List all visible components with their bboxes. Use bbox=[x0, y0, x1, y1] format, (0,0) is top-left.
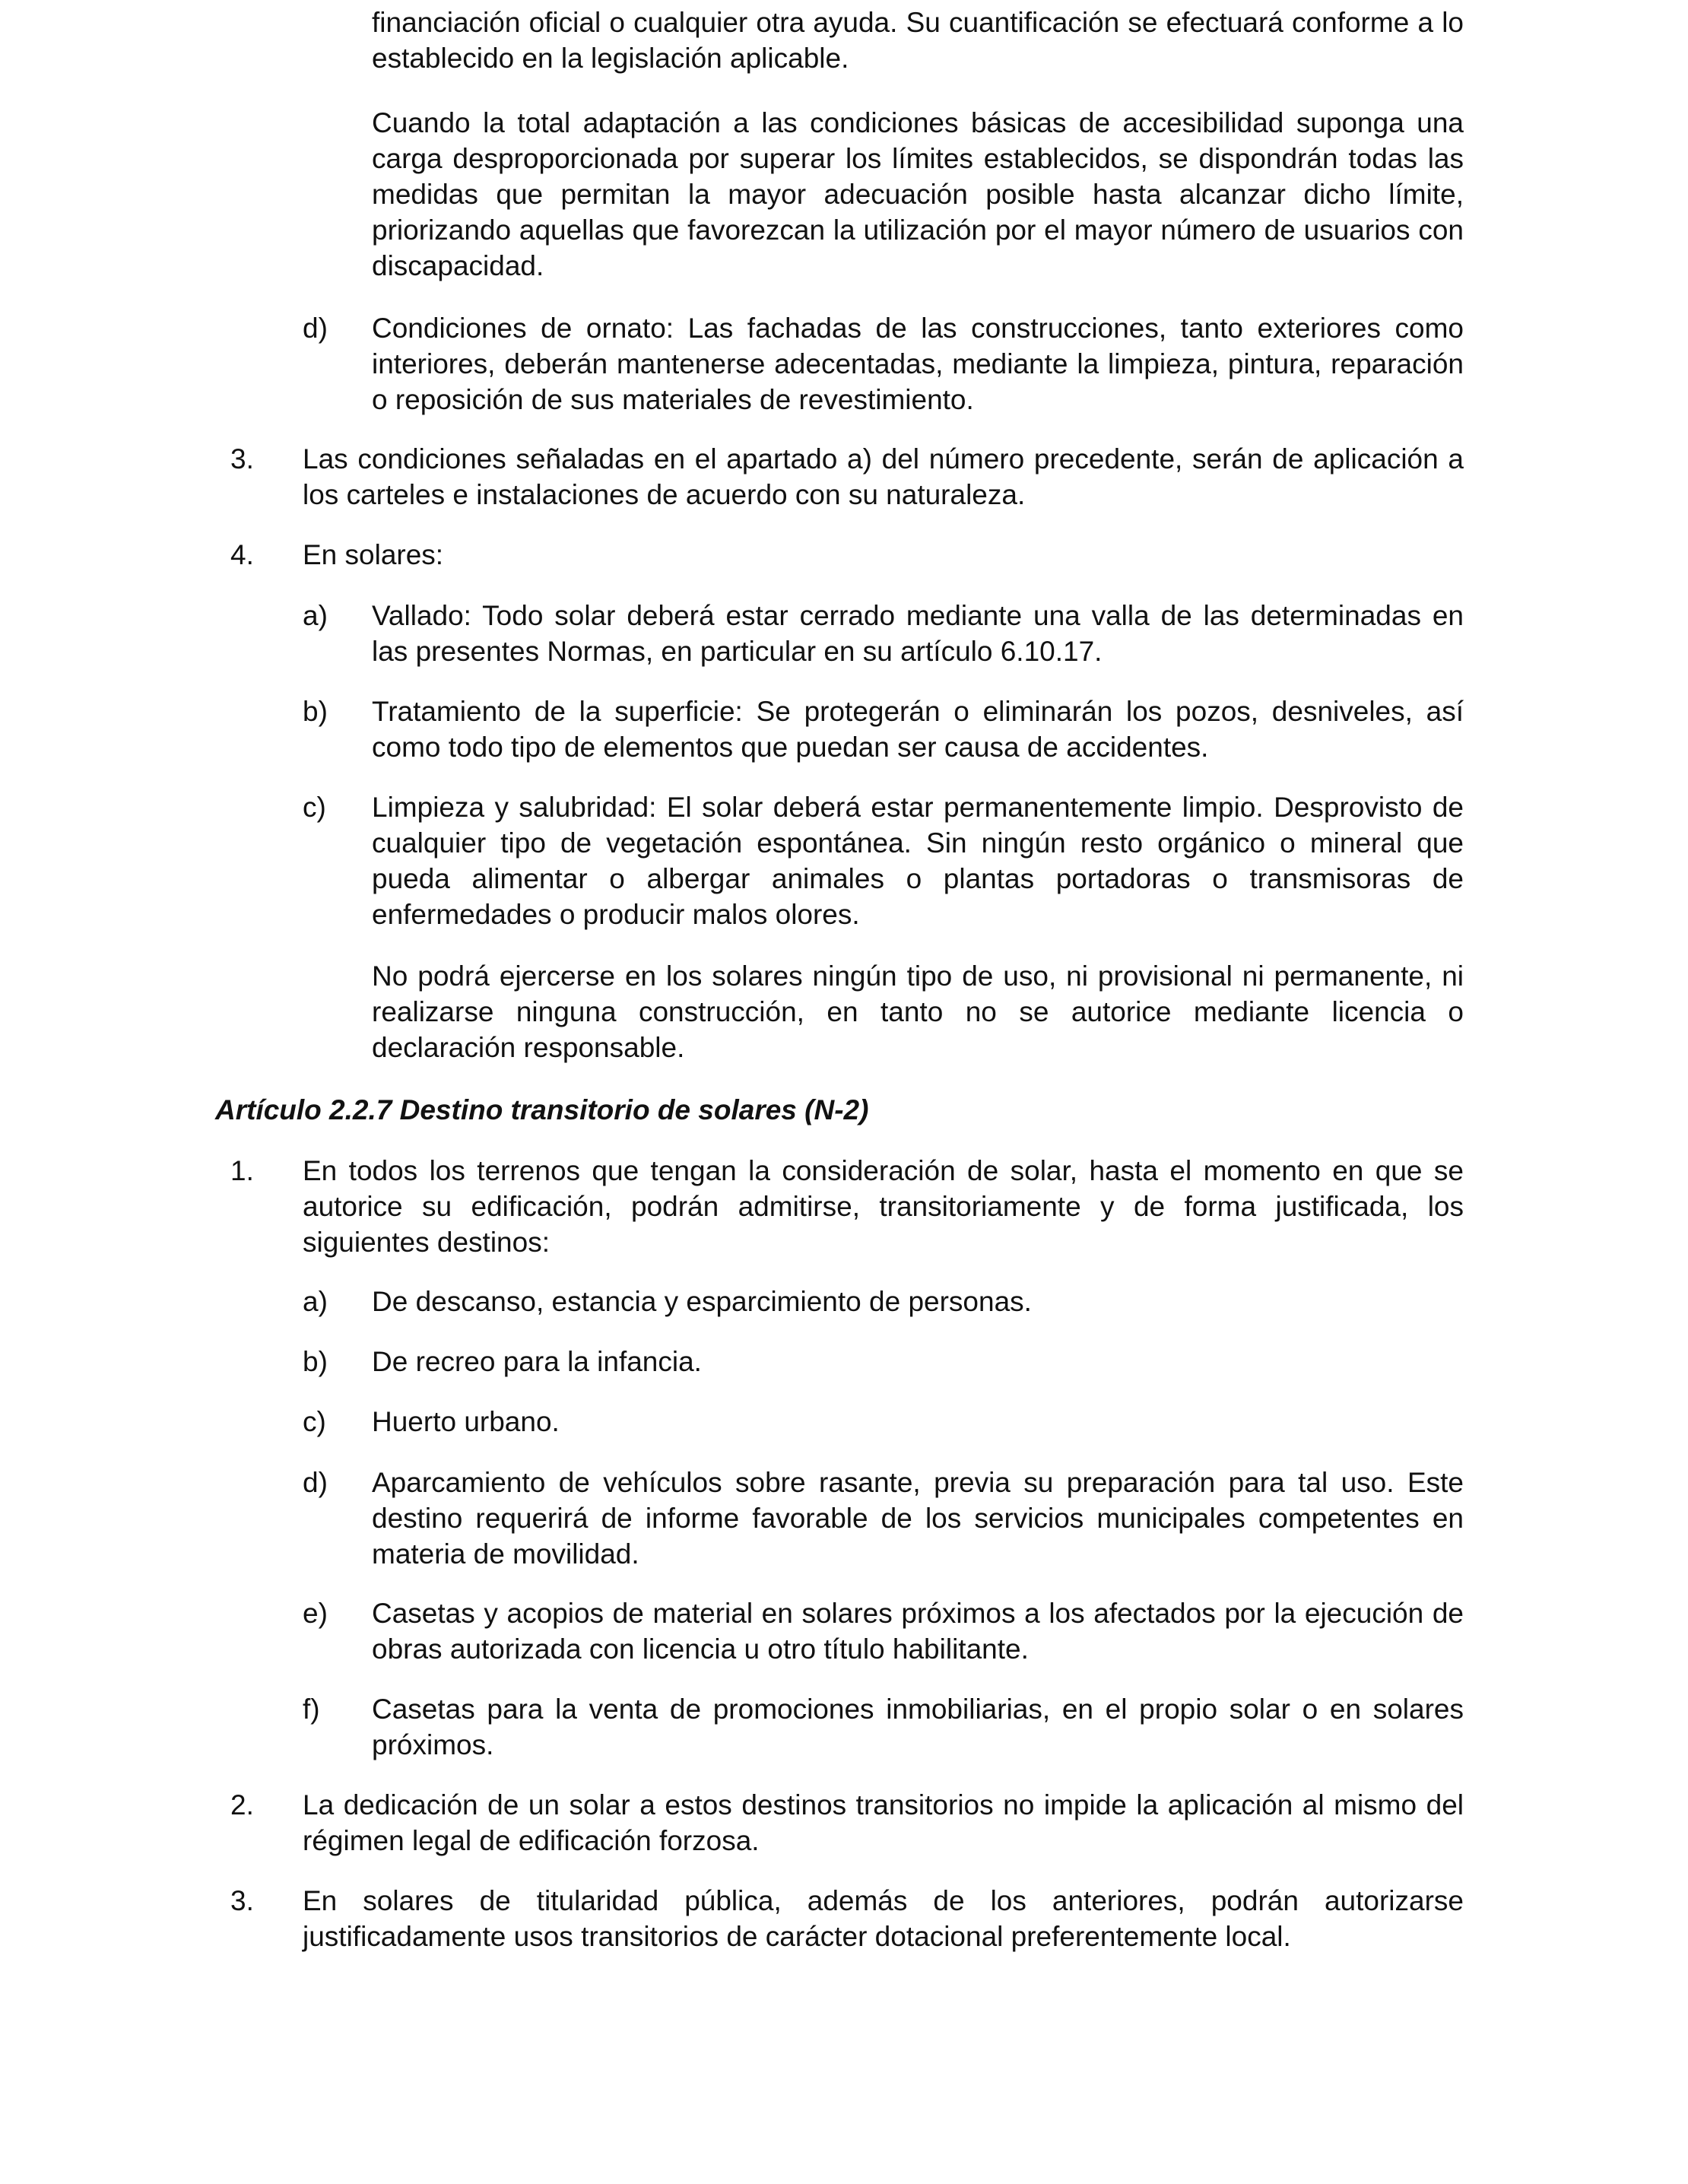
article-item-1f-marker: f) bbox=[303, 1694, 320, 1725]
article-item-1e-text: Casetas y acopios de material en solares próximos a los afectados por la ejecución de obras autorizada con licencia u otro título habilitante. bbox=[372, 1598, 1464, 1665]
article-item-3-text: En solares de titularidad pública, además de los anteriores, podrán autorizarse justificadamente usos transitorios de carácter dotacional preferentemente local. bbox=[303, 1885, 1464, 1952]
intro-paragraph: Cuando la total adaptación a las condiciones básicas de accesibilidad suponga una carga desproporcionada por superar los límites establecidos, se dispondrán todas las medidas que permitan la mayor adecuación posible hasta alcanzar dicho límite, priorizando aquellas que favorezcan la utilización por el mayor número de usuarios con discapacidad. bbox=[372, 107, 1464, 281]
item-4a-marker: a) bbox=[303, 600, 328, 631]
item-4b-marker: b) bbox=[303, 696, 328, 727]
item-4-marker: 4. bbox=[230, 539, 254, 570]
article-item-1e-marker: e) bbox=[303, 1598, 328, 1629]
article-item-1a-marker: a) bbox=[303, 1286, 328, 1317]
item-4-text: En solares: bbox=[303, 539, 444, 570]
item-d-text: Condiciones de ornato: Las fachadas de las construcciones, tanto exteriores como interiores, deberán mantenerse adecentadas, mediante la limpieza, pintura, reparación o reposición de sus materiales de revestimiento. bbox=[372, 313, 1464, 415]
item-4c-text: Limpieza y salubridad: El solar deberá estar permanentemente limpio. Desprovisto de cualquier tipo de vegetación espontánea. Sin ningún resto orgánico o mineral que pueda alimentar o albergar animales o plantas portadoras o transmisoras de enfermedades o producir malos olores. bbox=[372, 792, 1464, 930]
article-item-1d-marker: d) bbox=[303, 1467, 328, 1498]
article-item-1c-text: Huerto urbano. bbox=[372, 1406, 560, 1437]
item-3-text: Las condiciones señaladas en el apartado a) del número precedente, serán de aplicación a los carteles e instalaciones de acuerdo con su naturaleza. bbox=[303, 443, 1464, 510]
item-3-marker: 3. bbox=[230, 443, 254, 475]
intro-continuation: financiación oficial o cualquier otra ayuda. Su cuantificación se efectuará conforme a lo establecido en la legislación aplicable. bbox=[372, 7, 1464, 74]
article-item-1b-marker: b) bbox=[303, 1346, 328, 1377]
article-item-2-text: La dedicación de un solar a estos destinos transitorios no impide la aplicación al mismo del régimen legal de edificación forzosa. bbox=[303, 1789, 1464, 1856]
item-4-closing-paragraph: No podrá ejercerse en los solares ningún tipo de uso, ni provisional ni permanente, ni realizarse ninguna construcción, en tanto no se autorice mediante licencia o declaración responsable. bbox=[372, 960, 1464, 1063]
article-item-1-marker: 1. bbox=[230, 1155, 254, 1186]
article-item-1c-marker: c) bbox=[303, 1406, 326, 1437]
article-item-1d-text: Aparcamiento de vehículos sobre rasante, previa su preparación para tal uso. Este destino requerirá de informe favorable de los servicios municipales competentes en materia de movilidad. bbox=[372, 1467, 1464, 1570]
item-d-marker: d) bbox=[303, 313, 328, 344]
article-item-1f-text: Casetas para la venta de promociones inmobiliarias, en el propio solar o en solares próximos. bbox=[372, 1694, 1464, 1760]
item-4a-text: Vallado: Todo solar deberá estar cerrado mediante una valla de las determinadas en las presentes Normas, en particular en su artículo 6.10.17. bbox=[372, 600, 1464, 667]
article-item-1a-text: De descanso, estancia y esparcimiento de personas. bbox=[372, 1286, 1032, 1317]
article-item-1-text: En todos los terrenos que tengan la consideración de solar, hasta el momento en que se autorice su edificación, podrán admitirse, transitoriamente y de forma justificada, los siguientes destinos: bbox=[303, 1155, 1464, 1258]
article-item-1b-text: De recreo para la infancia. bbox=[372, 1346, 702, 1377]
article-item-2-marker: 2. bbox=[230, 1789, 254, 1821]
item-4b-text: Tratamiento de la superficie: Se protegerán o eliminarán los pozos, desniveles, así como todo tipo de elementos que puedan ser causa de accidentes. bbox=[372, 696, 1464, 763]
article-item-3-marker: 3. bbox=[230, 1885, 254, 1916]
item-4c-marker: c) bbox=[303, 792, 326, 823]
article-heading: Artículo 2.2.7 Destino transitorio de solares (N-2) bbox=[215, 1094, 869, 1125]
